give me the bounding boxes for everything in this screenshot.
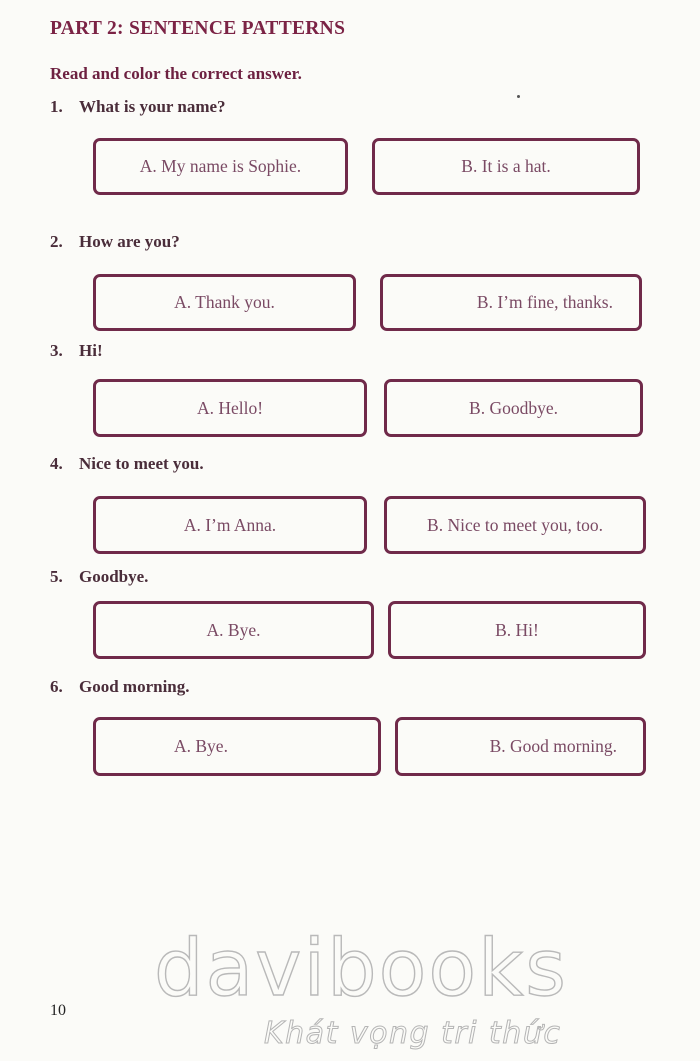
answer-option-3a[interactable] (93, 379, 367, 437)
question-number: 4. (50, 454, 63, 473)
question-1 (50, 97, 226, 117)
answer-option-2b[interactable] (380, 274, 642, 331)
page-number: 10 (50, 1002, 66, 1019)
answer-option-label: B. It is a hat. (461, 156, 551, 176)
answer-option-label: A. Bye. (206, 619, 261, 640)
answer-option-3b[interactable] (384, 379, 643, 437)
question-5 (50, 567, 148, 587)
question-prompt: Good morning. (79, 677, 190, 696)
watermark-logo: davibooks (154, 924, 568, 1014)
answer-option-label: B. Goodbye. (469, 397, 558, 418)
question-4 (50, 454, 204, 474)
instruction-text: Read and color the correct answer. (50, 64, 302, 83)
answer-option-label: A. Hello! (196, 397, 264, 418)
question-2 (50, 232, 180, 252)
question-6 (50, 677, 190, 697)
answer-option-4a[interactable] (93, 496, 367, 554)
answer-option-label: A. My name is Sophie. (139, 156, 302, 176)
print-speck (517, 95, 520, 98)
question-3 (50, 341, 103, 361)
question-prompt: What is your name? (79, 97, 226, 116)
answer-option-6b[interactable] (395, 717, 646, 776)
answer-option-label: B. Nice to meet you, too. (427, 514, 603, 535)
answer-option-6a[interactable] (93, 717, 381, 776)
answer-option-label: B. I’m fine, thanks. (476, 292, 613, 312)
section-title: PART 2: SENTENCE PATTERNS (50, 18, 346, 39)
answer-option-1a[interactable] (93, 138, 348, 195)
answer-option-4b[interactable] (384, 496, 646, 554)
answer-option-label: A. Bye. (174, 736, 228, 756)
question-number: 6. (50, 677, 63, 696)
answer-option-1b[interactable] (372, 138, 640, 195)
watermark-tagline: Khát vọng tri thức (264, 1016, 562, 1051)
answer-option-5b[interactable] (388, 601, 646, 659)
question-number: 2. (50, 232, 63, 251)
answer-option-label: B. Good morning. (489, 736, 617, 756)
question-prompt: How are you? (79, 232, 180, 251)
question-number: 1. (50, 97, 63, 116)
question-number: 5. (50, 567, 63, 586)
question-prompt: Goodbye. (79, 567, 149, 586)
question-prompt: Nice to meet you. (79, 454, 204, 473)
answer-option-label: A. I’m Anna. (183, 514, 277, 535)
answer-option-label: B. Hi! (495, 619, 539, 640)
answer-option-5a[interactable] (93, 601, 374, 659)
answer-option-2a[interactable] (93, 274, 356, 331)
answer-option-label: A. Thank you. (174, 292, 275, 312)
question-prompt: Hi! (79, 341, 103, 360)
question-number: 3. (50, 341, 63, 360)
